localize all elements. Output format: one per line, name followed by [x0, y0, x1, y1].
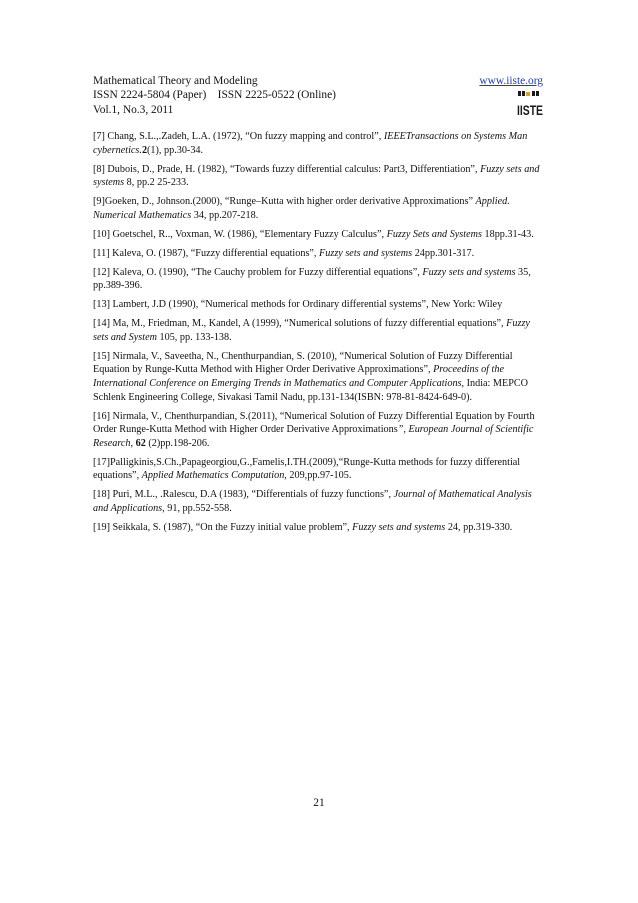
- reference-text: [7] Chang, S.L.,.Zadeh, L.A. (1972), “On fuzzy mapping and control”,: [93, 131, 384, 142]
- reference-item: [93, 410, 547, 451]
- reference-italic-text: Fuzzy Sets and Systems: [386, 228, 482, 240]
- iiste-logo-icon: [516, 91, 544, 117]
- reference-item: [93, 228, 547, 242]
- reference-text: , India: MEPCO Schlenk Engineering College, Sivakasi Tamil Nadu, pp.131-134(ISBN: 978-81-8424-649-0).: [93, 378, 529, 403]
- reference-list: [93, 130, 547, 540]
- reference-item: [93, 247, 547, 261]
- reference-item: [93, 130, 547, 157]
- reference-item: [93, 488, 547, 515]
- page-number: 21: [313, 797, 325, 809]
- reference-text: ,: [130, 437, 136, 449]
- reference-text: [16] Nirmala, V., Chenthurpandian, S.(2011), “Numerical Solution of Fuzzy Differential Equation by Fourth Order Runge-Kutta Method with Higher Order Derivative Approximations: [93, 410, 535, 436]
- reference-text: 105, pp. 133-138.: [156, 331, 232, 343]
- reference-text: 209,pp.97-105.: [286, 470, 352, 482]
- reference-text: 24pp.301-317.: [412, 247, 475, 259]
- page-header: [93, 74, 545, 117]
- reference-text: (1), pp.30-34.: [147, 144, 204, 156]
- reference-italic-text: Fuzzy sets and System: [93, 318, 530, 343]
- reference-text: 34, pp.207-218.: [191, 209, 259, 221]
- reference-text: 24, pp.319-330.: [445, 521, 513, 533]
- reference-text: [9]Goeken, D., Johnson.(2000), “Runge–Kutta with higher order derivative Approximations”: [93, 196, 476, 208]
- volume-line: Vol.1, No.3, 2011: [93, 103, 174, 116]
- reference-text: [17]Palligkinis,S.Ch.,Papageorgiou,G.,Famelis,I.TH.(2009),“Runge-Kutta methods for fuzzy differential equations”,: [93, 456, 521, 482]
- reference-text: [12] Kaleva, O. (1990), “The Cauchy problem for Fuzzy differential equations”,: [93, 266, 423, 278]
- reference-italic-text: Fuzzy sets and systems: [93, 163, 540, 189]
- reference-item: [93, 266, 547, 293]
- reference-item: [93, 298, 547, 312]
- reference-item: [93, 195, 547, 222]
- reference-text: 35, pp.389-396.: [93, 266, 531, 292]
- reference-italic-text: Proceedins of the International Conference on Emerging Trends in Mathematics and Computer Applications: [93, 364, 504, 390]
- reference-bold-text: 62: [135, 437, 146, 449]
- reference-text: [11] Kaleva, O. (1987), “Fuzzy differential equations”,: [93, 247, 320, 259]
- reference-item: [93, 521, 547, 535]
- reference-text: [10] Goetschel, R.., Voxman, W. (1986), “Elementary Fuzzy Calculus”,: [93, 228, 387, 240]
- reference-item: [93, 456, 547, 483]
- reference-text: [14] Ma, M., Friedman, M., Kandel, A (1999), “Numerical solutions of fuzzy differential equations”,: [93, 318, 507, 330]
- journal-title: Mathematical Theory and Modeling: [93, 75, 258, 87]
- reference-italic-text: Fuzzy sets and systems: [352, 521, 446, 533]
- reference-text: 18pp.31-43.: [481, 228, 534, 240]
- reference-item: [93, 317, 547, 344]
- reference-italic-text: IEEETransactions on Systems Man cybernetics.: [93, 131, 528, 156]
- journal-url-link[interactable]: www.iiste.org: [479, 75, 543, 87]
- reference-italic-text: Fuzzy sets and systems: [319, 247, 413, 259]
- iiste-logo: [516, 91, 544, 117]
- reference-italic-text: Applied. Numerical Mathematics: [93, 196, 510, 221]
- reference-italic-text: Applied Mathematics Computation,: [141, 470, 287, 482]
- reference-item: [93, 163, 547, 190]
- reference-text: [13] Lambert, J.D (1990), “Numerical methods for Ordinary differential systems”, New York: Wiley: [93, 299, 503, 311]
- reference-text: 8, pp.2 25-233.: [124, 177, 189, 189]
- issn-line: ISSN 2224-5804 (Paper) ISSN 2225-0522 (Online): [93, 89, 336, 102]
- svg-text:IISTE: IISTE: [517, 102, 543, 118]
- reference-item: [93, 350, 547, 404]
- reference-italic-text: Journal of Mathematical Analysis and Applications,: [93, 489, 532, 514]
- reference-italic-text: Fuzzy sets and systems: [422, 266, 516, 278]
- reference-text: [15] Nirmala, V., Saveetha, N., Chenthurpandian, S. (2010), “Numerical Solution of Fuzzy Differential Equation by Runge-Kutta Method with Higher Order Derivative Approximations”,: [93, 350, 513, 376]
- reference-text: [8] Dubois, D., Prade, H. (1982), “Towards fuzzy differential calculus: Part3, Differentiation”,: [93, 163, 481, 175]
- reference-text: (2)pp.198-206.: [145, 437, 210, 449]
- reference-text: [18] Puri, M.L., .Ralescu, D.A (1983), “Differentials of fuzzy functions”,: [93, 489, 394, 501]
- reference-text: 91, pp.552-558.: [164, 502, 232, 514]
- reference-italic-text: ”, European Journal of Scientific Research: [93, 424, 534, 449]
- reference-bold-text: 2: [141, 144, 148, 156]
- reference-text: [19] Seikkala, S. (1987), “On the Fuzzy initial value problem”,: [93, 521, 353, 533]
